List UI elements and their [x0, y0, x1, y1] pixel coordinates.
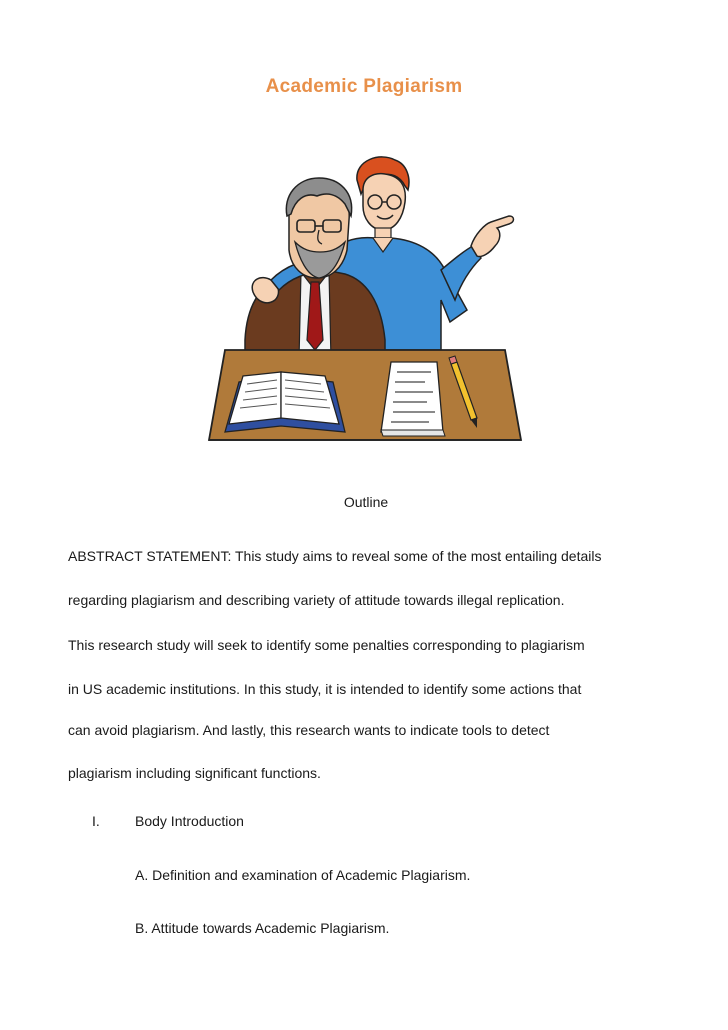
abstract-line: ABSTRACT STATEMENT: This study aims to reveal some of the most entailing details — [68, 548, 602, 564]
abstract-line: plagiarism including significant functions. — [68, 765, 321, 781]
document-title: Academic Plagiarism — [265, 76, 463, 97]
outline-heading: Outline — [343, 494, 389, 510]
abstract-line: can avoid plagiarism. And lastly, this research wants to indicate tools to detect — [68, 722, 550, 738]
outline-subitem: A. Definition and examination of Academic Plagiarism. — [135, 867, 471, 883]
paper-stack — [381, 362, 445, 436]
outline-subitem: B. Attitude towards Academic Plagiarism. — [135, 920, 390, 936]
outline-numeral: I. — [92, 813, 100, 829]
abstract-line: in US academic institutions. In this study, it is intended to identify some actions that — [68, 681, 582, 697]
outline-item-label: Body Introduction — [135, 813, 244, 829]
open-book — [225, 372, 345, 432]
professor-and-student-illustration — [205, 150, 525, 446]
abstract-line: regarding plagiarism and describing variety of attitude towards illegal replication. — [68, 592, 565, 608]
abstract-line: This research study will seek to identify some penalties corresponding to plagiarism — [68, 637, 585, 653]
